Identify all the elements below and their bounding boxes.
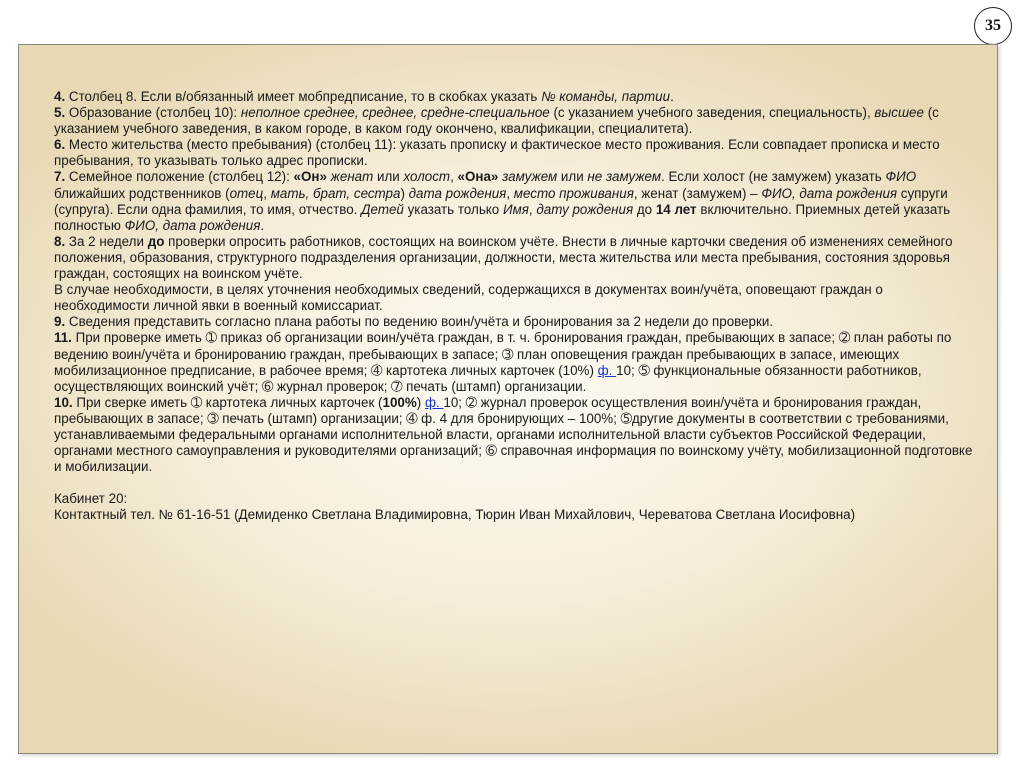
item-4: 4. Столбец 8. Если в/обязанный имеет мобпредписание, то в скобках указать № команды, партии. [54, 89, 674, 104]
item-5: 5. Образование (столбец 10): неполное среднее, среднее, средне-специальное (с указанием учебного заведения, специальность), высшее (с указанием учебного заведения, в каком городе, в каком году окончено, квалификации, специалитета). [54, 105, 939, 137]
item-11: 11. При проверке иметь ➀ приказ об организации воин/учёта граждан, в т. ч. бронирования граждан, пребывающих в запасе; ➁ план работы по ведению воин/учёта и бронированию граждан, пребывающих в запасе; ➂ план оповещения граждан пребывающих в запасе, имеющих мобилизационное предписание, в рабочее время; ➃ картотека личных карточек (10%) ф. 10; ➄ функциональные обязанности работников, осуществляющих воинский учёт; ➅ журнал проверок; ➆ печать (штамп) организации. [54, 330, 952, 394]
spacer [54, 475, 974, 491]
item-8: 8. За 2 недели до проверки опросить работников, состоящих на воинском учёте. Внести в личные карточки сведения об изменениях семейного положения, образования, структурного подразделения организации, должности, места жительства или места пребывания, состояния здоровья граждан, состоящих на воинском учёте. [54, 233, 953, 282]
item-9: 9. Сведения представить согласно плана работы по ведению воин/учёта и бронирования за 2 недели до проверки. [54, 314, 774, 330]
paragraph-extra: В случае необходимости, в целях уточнения необходимых сведений, содержащихся в документах воин/учёта, оповещают граждан о необходимости личной явки в военный комиссариат. [54, 282, 883, 314]
form-10-link[interactable]: ф. [597, 362, 617, 378]
form-10-link-2[interactable]: ф. [424, 394, 444, 410]
page-number-badge: 35 [974, 7, 1012, 45]
item-6: 6. Место жительства (место пребывания) (столбец 11): указать прописку и фактическое место проживания. Если совпадает прописка и место пребывания, то указывать только адрес прописки. [54, 137, 940, 169]
item-7: 7. Семейное положение (столбец 12): «Он» женат или холост, «Она» замужем или не замужем. Если холост (не замужем) указать ФИО ближайших родственников (отец, мать, брат, сестра) дата рождения, место проживания, женат (замужем) – ФИО, дата рождения супруги (супруга). Если одна фамилия, то имя, отчество. Детей указать только Имя, дату рождения до 14 лет включительно. Приемных детей указать полностью ФИО, дата рождения. [54, 169, 951, 233]
document-body [54, 89, 974, 523]
item-10: 10. При сверке иметь ➀ картотека личных карточек (100%) ф. 10; ➁ журнал проверок осуществления воин/учёта и бронирования граждан, пребывающих в запасе; ➂ печать (штамп) организации; ➃ ф. 4 для бронирующих – 100%; ➄другие документы в соответствии с требованиями, устанавливаемыми федеральными органами исполнительной власти, органами исполнительной власти субъектов Российской Федерации, органами местного самоуправления и руководителями организаций; ➅ справочная информация по воинскому учёту, мобилизационной подготовке и мобилизации. [54, 394, 973, 475]
contact-office: Кабинет 20: [54, 491, 128, 507]
contact-phone: Контактный тел. № 61-16-51 (Демиденко Светлана Владимировна, Тюрин Иван Михайлович, Череватова Светлана Иосифовна) [54, 507, 856, 523]
